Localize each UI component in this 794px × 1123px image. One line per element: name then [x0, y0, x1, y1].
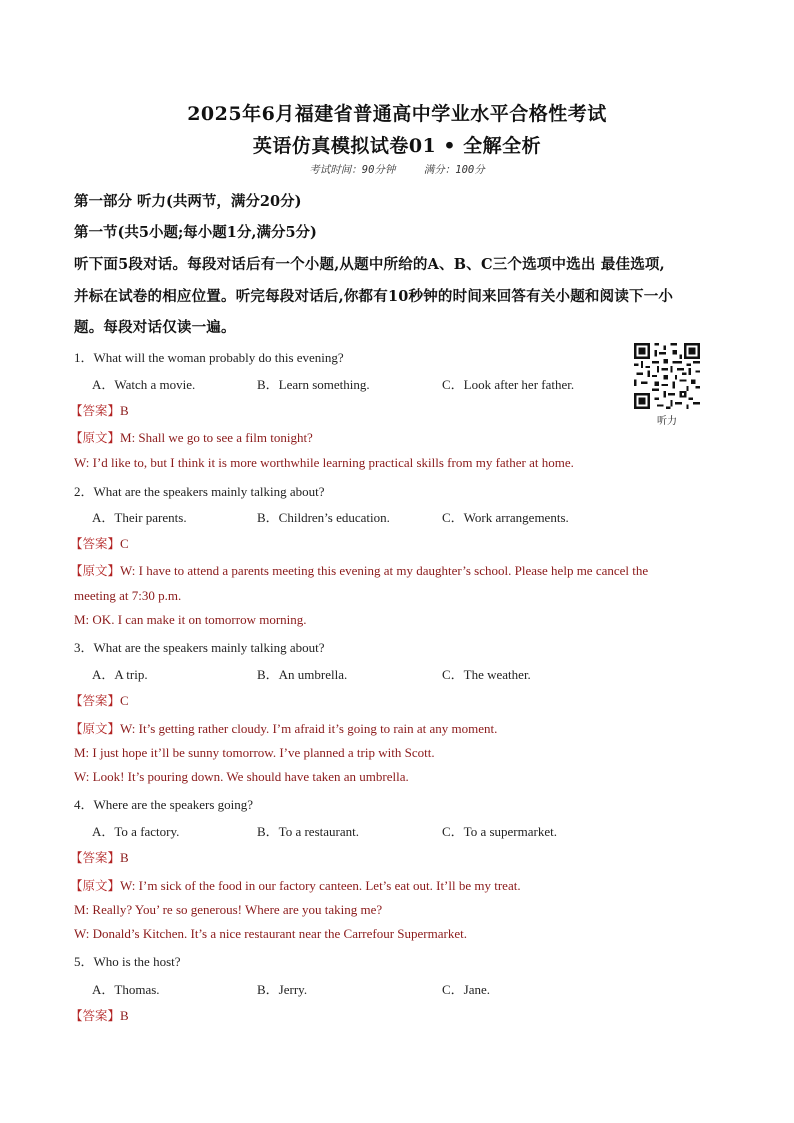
- option-a: A．A trip.: [92, 667, 148, 682]
- answer-value: B: [120, 403, 129, 418]
- transcript-line: [70, 428, 313, 446]
- option-a: A．Their parents.: [92, 510, 187, 525]
- qr-label: 听力: [657, 416, 677, 427]
- transcript-text: meeting at 7:30 p.m.: [74, 588, 182, 603]
- answer-value: C: [120, 693, 129, 708]
- option-b: B．Jerry.: [257, 982, 308, 997]
- option-b: B．To a restaurant.: [257, 824, 359, 839]
- transcript-text: W: I’m sick of the food in our factory canteen. Let’s eat out. It’ll be my treat.: [120, 878, 521, 893]
- exam-meta: [0, 162, 794, 177]
- option-a: A．Thomas.: [92, 982, 160, 997]
- transcript-text: W: It’s getting rather cloudy. I’m afraid it’s going to rain at any moment.: [120, 721, 498, 736]
- answer-value: C: [120, 536, 129, 551]
- transcript-text: W: I’d like to, but I think it is more worthwhile learning practical skills from my father at home.: [74, 455, 574, 470]
- transcript-label: 【原文】: [70, 430, 121, 445]
- instruction-line: 听下面5段对话。每段对话后有一个小题,从题中所给的A、B、C三个选项中选出 最佳选项,: [74, 256, 665, 273]
- exam-time: 考试时间：90分钟: [309, 164, 396, 176]
- page-subtitle: 英语仿真模拟试卷01 • 全解全析: [252, 135, 542, 157]
- question-stem: 2．What are the speakers mainly talking about?: [74, 484, 325, 499]
- option-c: C．Jane.: [442, 982, 491, 997]
- transcript-label: 【原文】: [70, 721, 121, 736]
- option-c: C．The weather.: [442, 667, 531, 682]
- transcript-text: M: Shall we go to see a film tonight?: [120, 430, 313, 445]
- section-part-heading: 第一部分 听力(共两节，满分20分): [74, 193, 302, 210]
- transcript-label: 【原文】: [70, 878, 121, 893]
- subsection-heading: 第一节(共5小题;每小题1分,满分5分): [74, 224, 317, 241]
- option-a: A．Watch a movie.: [92, 377, 196, 392]
- option-a: A．To a factory.: [92, 824, 180, 839]
- answer-label: 【答案】: [70, 536, 121, 551]
- answer-label: 【答案】: [70, 1008, 121, 1023]
- option-c: C．Work arrangements.: [442, 510, 569, 525]
- answer-label: 【答案】: [70, 693, 121, 708]
- option-c: C．To a supermarket.: [442, 824, 557, 839]
- answer-line: [70, 401, 129, 419]
- qr-code-icon[interactable]: [634, 343, 700, 409]
- transcript-text: M: OK. I can make it on tomorrow morning.: [74, 612, 307, 627]
- transcript-text: W: Look! It’s pouring down. We should have taken an umbrella.: [74, 769, 409, 784]
- answer-line: [70, 534, 129, 552]
- instruction-line: 并标在试卷的相应位置。听完每段对话后,你都有10秒钟的时间来回答有关小题和阅读下一小: [74, 288, 674, 305]
- instruction-line: 题。每段对话仅读一遍。: [74, 319, 236, 336]
- transcript-line: [70, 876, 521, 894]
- answer-line: [70, 691, 129, 709]
- option-b: B．Learn something.: [257, 377, 370, 392]
- answer-line: [70, 848, 129, 866]
- question-stem: 1．What will the woman probably do this evening?: [74, 350, 344, 365]
- answer-label: 【答案】: [70, 403, 121, 418]
- option-b: B．Children’s education.: [257, 510, 390, 525]
- transcript-text: M: I just hope it’ll be sunny tomorrow. I’ve planned a trip with Scott.: [74, 745, 435, 760]
- option-b: B．An umbrella.: [257, 667, 348, 682]
- question-stem: 5．Who is the host?: [74, 954, 181, 969]
- answer-value: B: [120, 1008, 129, 1023]
- transcript-line: [70, 719, 497, 737]
- question-stem: 3．What are the speakers mainly talking about?: [74, 640, 325, 655]
- transcript-text: M: Really? You’ re so generous! Where are you taking me?: [74, 902, 383, 917]
- option-c: C．Look after her father.: [442, 377, 575, 392]
- page-title: 2025年6月福建省普通高中学业水平合格性考试: [187, 103, 607, 125]
- answer-line: [70, 1006, 129, 1024]
- transcript-text: W: Donald’s Kitchen. It’s a nice restaurant near the Carrefour Supermarket.: [74, 926, 467, 941]
- question-stem: 4．Where are the speakers going?: [74, 797, 254, 812]
- full-score: 满分：100分: [423, 164, 485, 176]
- answer-label: 【答案】: [70, 850, 121, 865]
- transcript-text: W: I have to attend a parents meeting this evening at my daughter’s school. Please help me cancel the: [120, 563, 649, 578]
- transcript-label: 【原文】: [70, 563, 121, 578]
- answer-value: B: [120, 850, 129, 865]
- transcript-line: [70, 561, 648, 579]
